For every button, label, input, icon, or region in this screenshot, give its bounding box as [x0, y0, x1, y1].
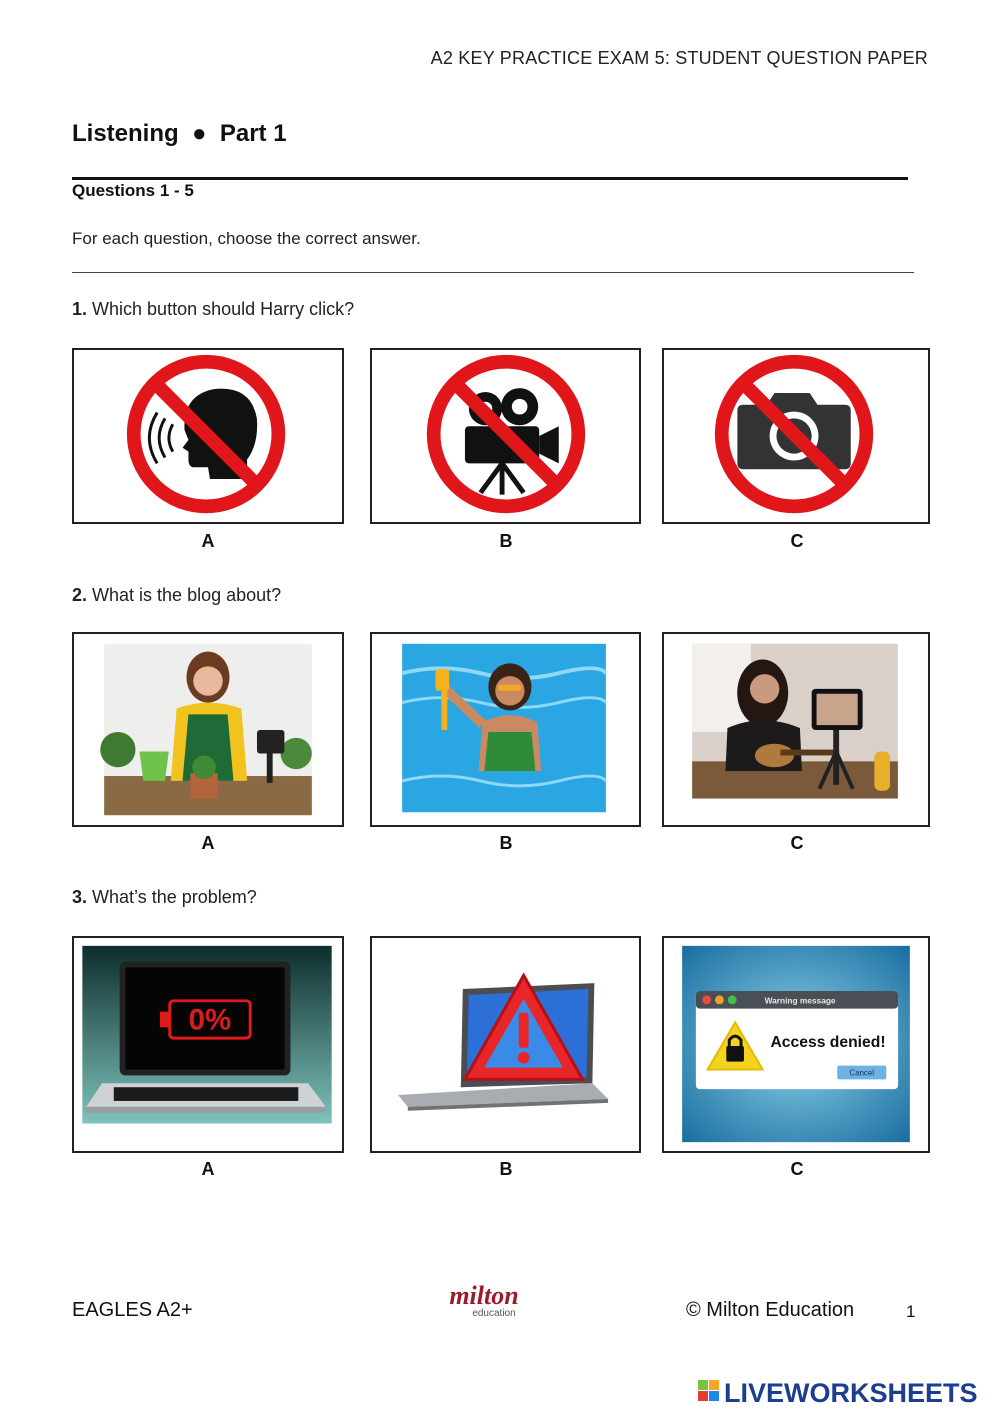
- dialog-cancel-button: Cancel: [849, 1068, 874, 1078]
- access-denied-photo: [664, 938, 928, 1151]
- question-1: [72, 299, 354, 320]
- footer-copyright: © Milton Education: [686, 1299, 855, 1321]
- question-text: What’s the problem?: [92, 887, 257, 907]
- instructions: For each question, choose the correct answer.: [72, 229, 421, 248]
- option-3c-image[interactable]: [662, 936, 930, 1153]
- question-text: What is the blog about?: [92, 585, 282, 605]
- option-label: A: [201, 531, 215, 551]
- no-talking-sign-icon: [74, 350, 342, 522]
- gardening-photo: [74, 634, 342, 825]
- laptop-battery-photo: [74, 938, 342, 1151]
- option-label: C: [790, 833, 804, 853]
- option-label: B: [499, 531, 513, 551]
- milton-logo: [444, 1280, 524, 1322]
- option-label: B: [499, 1159, 513, 1179]
- no-photo-camera-sign-icon: [664, 350, 928, 522]
- divider-thick: [72, 177, 908, 180]
- divider-thin: [72, 272, 914, 273]
- option-1a-image[interactable]: [72, 348, 344, 524]
- logo-subtext: education: [472, 1308, 516, 1319]
- option-label: B: [499, 833, 513, 853]
- option-1c-image[interactable]: [662, 348, 930, 524]
- option-3a-image[interactable]: [72, 936, 344, 1153]
- page-number: 1: [906, 1302, 916, 1321]
- option-2b-image[interactable]: [370, 632, 641, 827]
- option-label: C: [790, 1159, 804, 1179]
- swimming-pool-photo: [372, 634, 639, 825]
- option-3b-image[interactable]: [370, 936, 641, 1153]
- dialog-message: Access denied!: [770, 1033, 886, 1051]
- question-number: 1.: [72, 299, 88, 319]
- paper-title: A2 KEY PRACTICE EXAM 5: STUDENT QUESTION PAPER: [430, 48, 928, 68]
- option-1b-image[interactable]: [370, 348, 641, 524]
- footer-course: EAGLES A2+: [72, 1299, 193, 1321]
- battery-percentage: 0%: [188, 1003, 232, 1037]
- option-label: C: [790, 531, 804, 551]
- option-label: A: [201, 833, 215, 853]
- question-2: [72, 585, 281, 606]
- liveworksheets-watermark: [696, 1375, 996, 1409]
- question-3: [72, 887, 257, 908]
- option-2c-image[interactable]: [662, 632, 930, 827]
- option-2a-image[interactable]: [72, 632, 344, 827]
- logo-text: milton: [449, 1281, 519, 1310]
- questions-range: Questions 1 - 5: [72, 181, 194, 200]
- dialog-title: Warning message: [764, 995, 836, 1006]
- watermark-text: LIVEWORKSHEETS: [724, 1378, 978, 1408]
- guitar-vlog-photo: [664, 634, 928, 825]
- question-number: 3.: [72, 887, 88, 907]
- question-number: 2.: [72, 585, 88, 605]
- section-title: Listening ● Part 1: [72, 120, 287, 147]
- laptop-warning-photo: [372, 938, 639, 1151]
- question-text: Which button should Harry click?: [92, 299, 355, 319]
- no-video-camera-sign-icon: [372, 350, 639, 522]
- option-label: A: [201, 1159, 215, 1179]
